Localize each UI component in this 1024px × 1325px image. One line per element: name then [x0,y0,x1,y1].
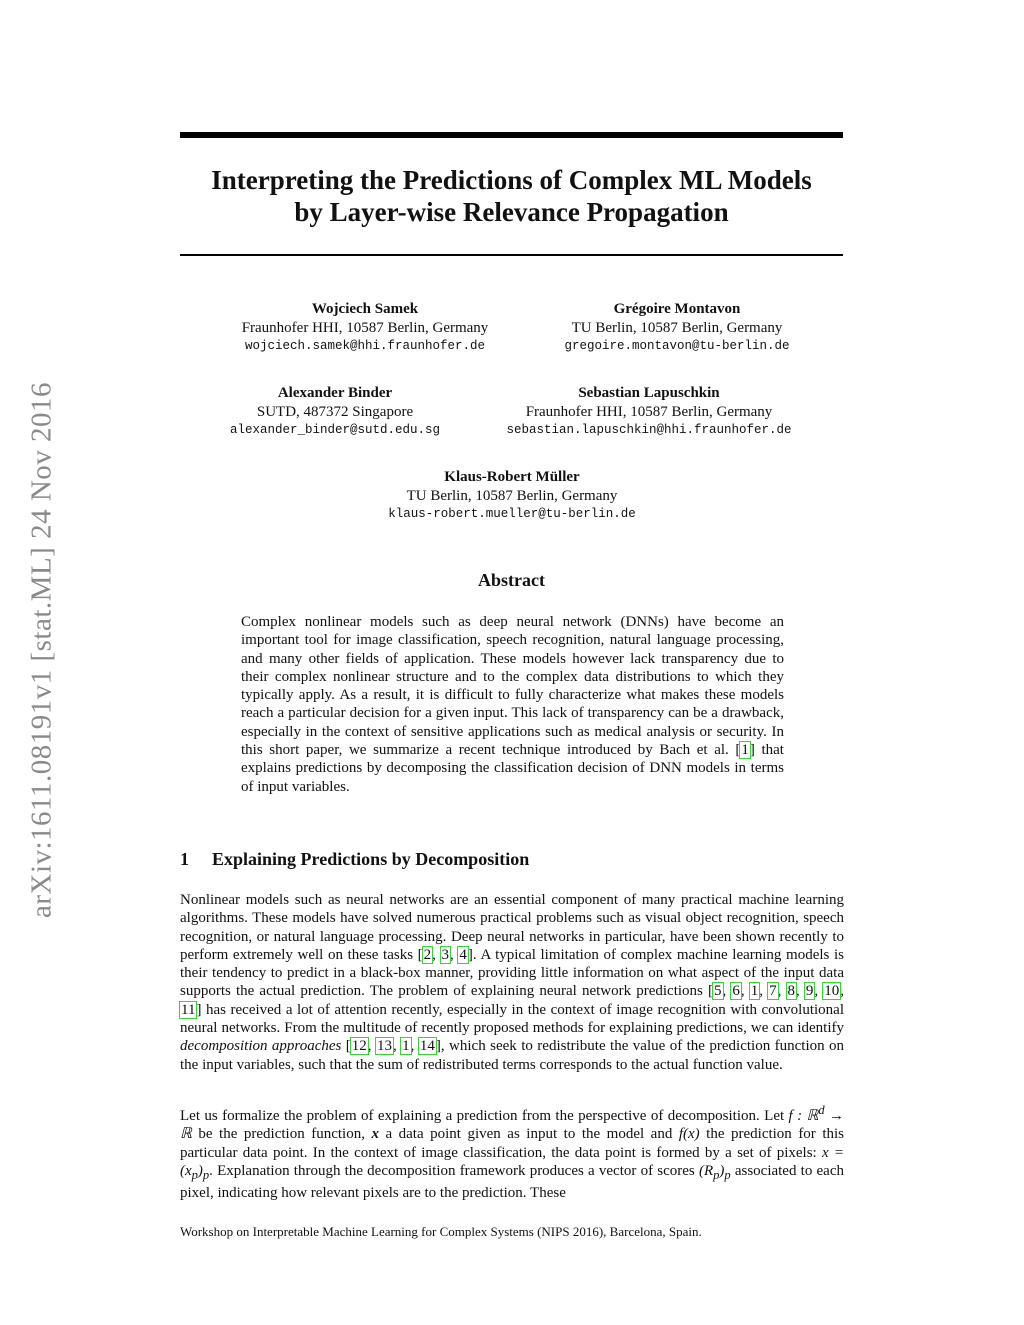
citation-link[interactable]: 12 [351,1038,367,1055]
citation-link[interactable]: 3 [441,946,450,963]
math-r-def: (R [698,1162,714,1179]
text-run: Nonlinear models such as neural networks are an essential component of many practical machine learning algorithms. These models have solved numerous practical problems such as visual object recognition, speech recognition, or natural language processing. Deep neural networks in particular, have been shown recently to perform extremely well on these tasks [ [180,892,844,963]
citation-link[interactable]: 14 [419,1038,435,1055]
math-subscript: p [724,1167,731,1182]
math-subscript: p [191,1167,198,1182]
body-paragraph [180,1101,844,1202]
author-email: sebastian.lapuschkin@hhi.fraunhofer.de [506,423,792,437]
text-run: . Explanation through the decomposition framework produces a vector of scores [209,1162,699,1179]
paper-title [180,164,843,228]
author-name: Wojciech Samek [311,301,419,317]
text-run: the prediction for this particular data point. In the context of image classification, the data point is formed by a set of pixels: [180,1126,844,1161]
citation-link[interactable]: 1 [402,1038,410,1055]
math-paren: ) [197,1162,203,1179]
title-line-2: by Layer-wise Relevance Propagation [294,197,729,227]
math-subscript: p [202,1167,210,1182]
text-run: a data point given as input to the model and [378,1126,679,1143]
author-email: wojciech.samek@hhi.fraunhofer.de [244,339,486,353]
text-run: associated to each pixel, indicating how relevant pixels are to the prediction. These [180,1162,845,1202]
author-block [347,468,677,524]
author-block [200,300,530,356]
author-email: alexander_binder@sutd.edu.sg [229,423,441,437]
author-affiliation: Fraunhofer HHI, 10587 Berlin, Germany [525,403,773,420]
section-number: 1 [180,849,189,869]
title-line-1: Interpreting the Predictions of Complex ML Models [211,165,812,195]
math-arrow: → ℝ [180,1108,845,1143]
author-name: Klaus-Robert Müller [444,469,580,485]
section-title: Explaining Predictions by Decomposition [212,849,530,869]
citation-link[interactable]: 7 [769,983,777,1000]
author-email: gregoire.montavon@tu-berlin.de [564,339,790,353]
author-block [170,384,500,440]
author-name: Alexander Binder [277,385,393,401]
abstract-text-part: Complex nonlinear models such as deep neural network (DNNs) have become an important tool for image classification, speech recognition, natural language processing, and many other fields of application. These models however lack transparency due to their complex nonlinear structure and to the complex data distributions to which they typically apply. As a result, it is difficult to fully characterize what makes these models reach a particular decision for a given input. This lack of transparency can be a drawback, especially in the context of sensitive applications such as medical analysis or security. In this short paper, we summarize a recent technique introduced by Bach et al. [ [241,614,784,759]
arxiv-stamp: arXiv:1611.08191v1 [stat.ML] 24 Nov 2016 [25,381,58,919]
author-name: Sebastian Lapuschkin [578,385,720,401]
author-block [512,300,842,356]
citation-link[interactable]: 6 [732,983,740,1000]
text-run: [ [341,1038,351,1055]
text-run: ], which seek to redistribute the value of the prediction function on the input variables, such that the sum of redistributed terms corresponds to the actual function value. [180,1038,845,1073]
citation-link[interactable]: 1 [750,983,759,1000]
math-superscript: d [818,1103,825,1117]
math-x-def: x = (x [180,1144,844,1179]
citation-link[interactable]: 11 [181,1001,196,1018]
math-f-map: f : ℝ [788,1108,819,1124]
body-paragraph: Nonlinear models such as neural networks are an essential component of many practical machine learning algorithms. These models have solved numerous practical problems such as visual object recognition, speech recognition, or natural language processing. Deep neural networks in particular, have been shown recently to perform extremely well on these tasks [2, 3, 4]. A typical limitation of complex machine learning models is their tendency to predict in a black-box manner, providing little information on what aspect of the input data supports the actual prediction. The problem of explaining neural network predictions [5, 6, 1, 7, 8, 9, 10, 11] has received a lot of attention recently, especially in the context of image recognition with convolutional neural networks. From the multitude of recently proposed methods for explaining predictions, we can identify decomposition approaches [12, 13, 1, 14], which seek to redistribute the value of the prediction function on the input variables, such that the sum of redistributed terms corresponds to the actual function value. [180,892,845,1073]
author-block [484,384,814,440]
math-x: x [371,1126,379,1143]
citation-link[interactable]: 8 [787,983,796,1000]
citation-link[interactable]: 4 [459,946,467,963]
section-heading [180,849,529,870]
abstract-text [241,613,784,796]
text-run: ]. A typical limitation of complex machine learning models is their tendency to predict in a black-box manner, providing little information on what aspect of the input data supports the actual prediction. The problem of explaining neural network predictions [ [180,946,845,1000]
citation-link[interactable]: 9 [805,983,814,1000]
title-rule-bottom [180,254,843,256]
emphasis: decomposition approaches [180,1038,342,1055]
author-affiliation: TU Berlin, 10587 Berlin, Germany [406,487,618,504]
citation-link[interactable]: 10 [824,983,840,1000]
author-affiliation: SUTD, 487372 Singapore [256,403,414,420]
author-name: Grégoire Montavon [613,301,741,317]
math-fx: f(x) [678,1126,700,1143]
citation-link[interactable]: 13 [376,1038,392,1055]
citation-link[interactable]: 5 [714,983,722,1000]
abstract-text-part: ] that explains predictions by decomposing the classification decision of DNN models in terms of input variables. [241,742,784,795]
author-email: klaus-robert.mueller@tu-berlin.de [388,507,636,521]
text-run: ] has received a lot of attention recently, especially in the context of image recognition with convolutional neural networks. From the multitude of recently proposed methods for explaining predictions, we can identify [180,1001,844,1037]
author-affiliation: Fraunhofer HHI, 10587 Berlin, Germany [241,319,489,336]
text-run: Let us formalize the problem of explaining a prediction from the perspective of decomposition. Let [180,1108,789,1124]
citation-link[interactable]: 2 [423,946,432,963]
footer-venue: Workshop on Interpretable Machine Learning for Complex Systems (NIPS 2016), Barcelona, Spain. [180,1224,702,1239]
title-rule-top [180,132,843,138]
text-run: be the prediction function, [191,1126,372,1143]
citation-link[interactable]: 1 [741,742,749,759]
math-subscript: p [713,1167,720,1182]
author-affiliation: TU Berlin, 10587 Berlin, Germany [571,319,783,336]
math-paren: ) [719,1162,725,1179]
abstract-heading: Abstract [478,570,545,590]
